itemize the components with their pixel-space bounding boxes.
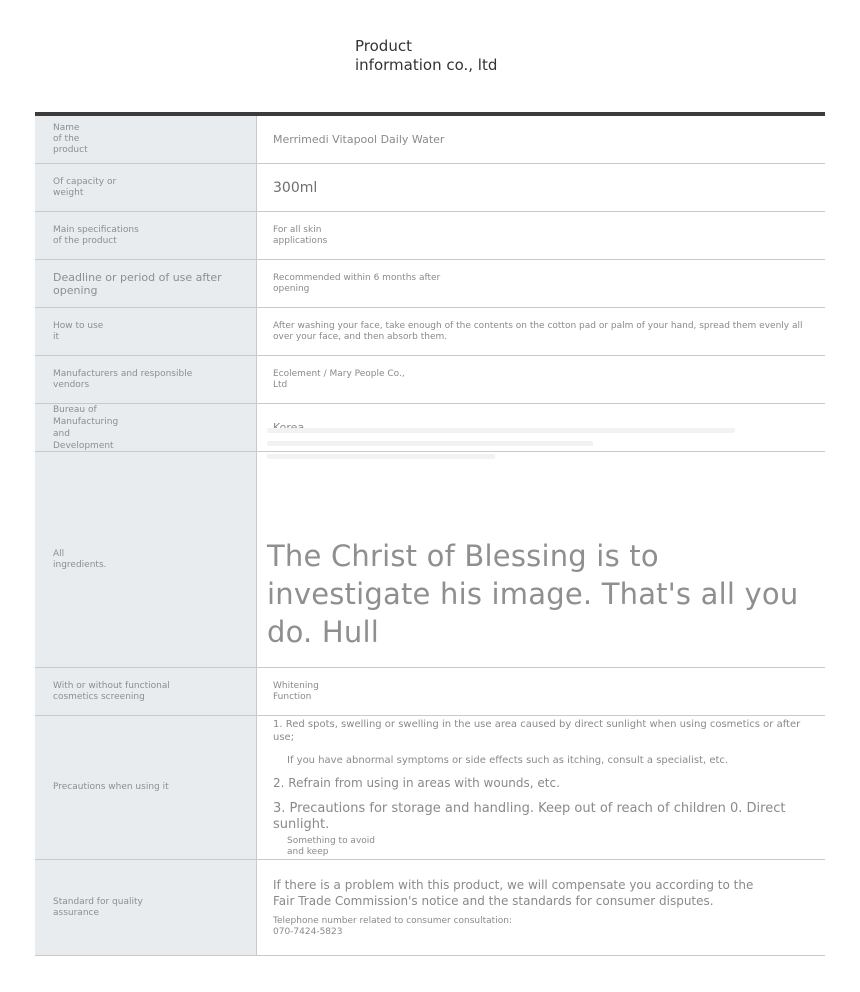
row-functional-screening [35, 668, 825, 716]
row-precautions [35, 716, 825, 860]
precaution-item-1-detail: If you have abnormal symptoms or side effects such as itching, consult a specialist, etc. [287, 754, 729, 766]
value-manufacturer: Ecolement / Mary People Co., Ltd [273, 368, 405, 390]
label-bureau: Bureau of Manufacturing and Development [35, 404, 257, 451]
value-functional-screening: Whitening Function [273, 680, 319, 702]
quality-phone: Telephone number related to consumer consultation: 070-7424-5823 [273, 916, 512, 937]
value-quality-assurance [257, 860, 825, 955]
ingredients-text: The Christ of Blessing is to investigate his image. That's all you do. Hull [267, 539, 799, 649]
value-precautions [257, 716, 825, 859]
value-how-to-use: After washing your face, take enough of the contents on the cotton pad or palm of your hand, spread them evenly all over your face, and then absorb them. [273, 320, 803, 342]
row-deadline [35, 260, 825, 308]
row-quality-assurance [35, 860, 825, 956]
precaution-item-3: 3. Precautions for storage and handling. Keep out of reach of children 0. Direct sunlight. [273, 800, 786, 832]
value-ingredients [257, 452, 825, 667]
label-product-name: Name of the product [35, 116, 257, 163]
label-deadline: Deadline or period of use after opening [35, 260, 257, 307]
precaution-item-2: 2. Refrain from using in areas with wounds, etc. [273, 775, 560, 790]
label-specifications: Main specifications of the product [35, 212, 257, 259]
page-title-line2: information co., ltd [355, 56, 498, 74]
row-ingredients [35, 452, 825, 668]
ingredients-blurred-lines [267, 420, 811, 467]
label-precautions: Precautions when using it [35, 716, 257, 859]
label-manufacturer: Manufacturers and responsible vendors [35, 356, 257, 403]
precaution-item-3-detail: Something to avoid and keep [287, 835, 375, 857]
label-ingredients: All ingredients. [35, 452, 257, 667]
label-quality-assurance: Standard for quality assurance [35, 860, 257, 955]
row-manufacturer [35, 356, 825, 404]
page-title-line1: Product [355, 37, 412, 55]
row-capacity [35, 164, 825, 212]
value-specifications: For all skin applications [273, 224, 328, 246]
page-title [355, 37, 497, 75]
row-how-to-use [35, 308, 825, 356]
label-how-to-use: How to use it [35, 308, 257, 355]
value-capacity: 300ml [273, 179, 318, 196]
product-info-table [35, 116, 825, 956]
row-product-name [35, 116, 825, 164]
label-functional-screening: With or without functional cosmetics screening [35, 668, 257, 715]
row-specifications [35, 212, 825, 260]
quality-line-2: Fair Trade Commission's notice and the standards for consumer disputes. [273, 894, 714, 908]
precaution-item-1: 1. Red spots, swelling or swelling in the use area caused by direct sunlight when using cosmetics or after use; [273, 718, 801, 743]
label-capacity: Of capacity or weight [35, 164, 257, 211]
quality-line-1: If there is a problem with this product, we will compensate you according to the [273, 878, 754, 892]
value-product-name: Merrimedi Vitapool Daily Water [273, 133, 445, 146]
value-deadline: Recommended within 6 months after opening [273, 272, 441, 294]
